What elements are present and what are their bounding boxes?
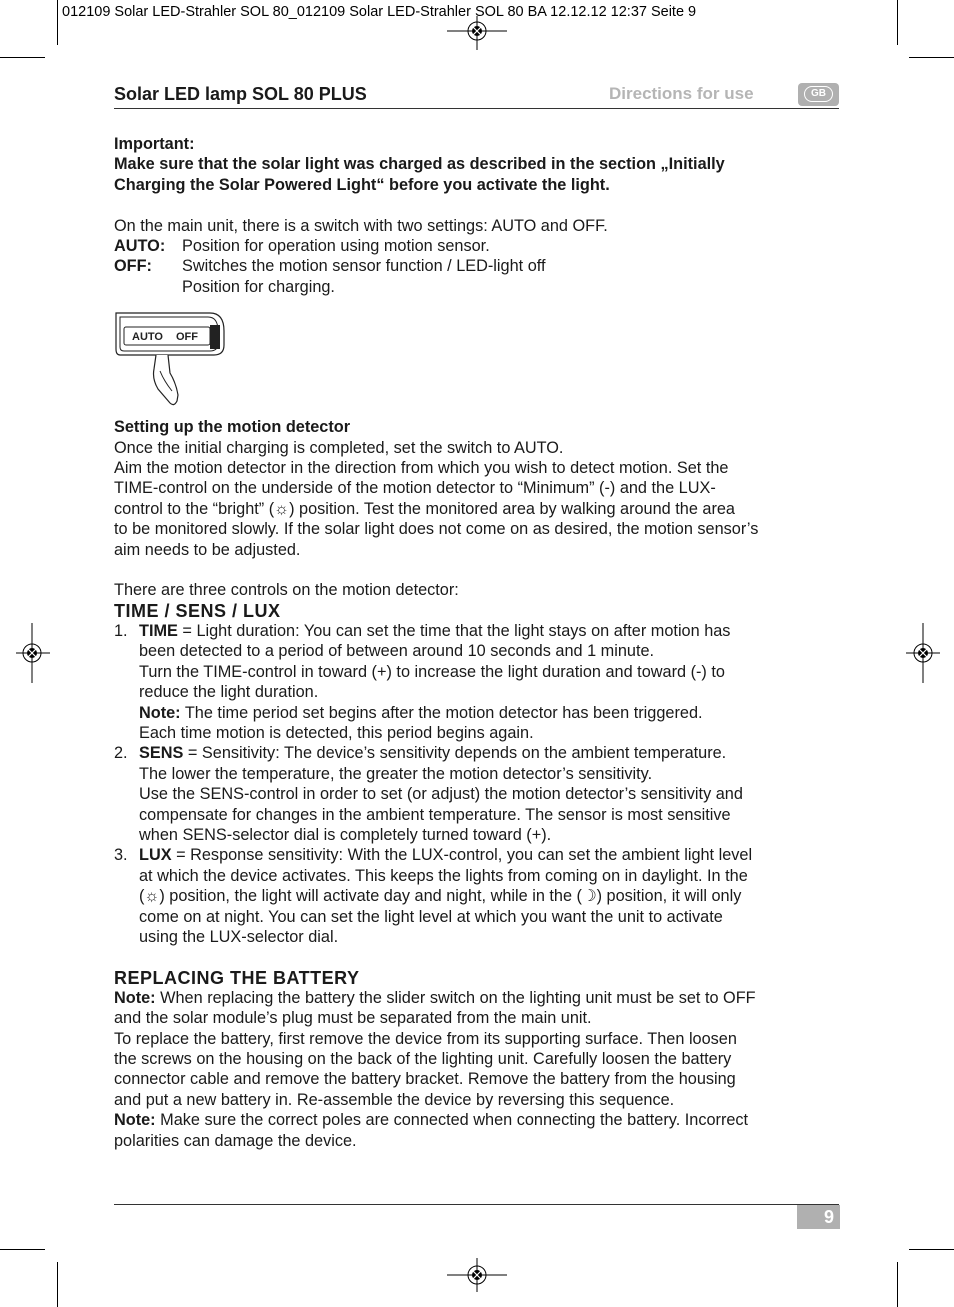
- off-description-2: Position for charging.: [182, 277, 335, 296]
- crop-mark-tr-v: [897, 0, 898, 45]
- motion-line-3: TIME-control on the underside of the motion detector to “Minimum” (-) and the LUX-: [114, 479, 716, 498]
- off-definition: [114, 256, 842, 297]
- print-slug: 012109 Solar LED-Strahler SOL 80_012109 Solar LED-Strahler SOL 80 BA 12.12.12 12:37 Seite 9: [62, 4, 697, 20]
- crop-mark-tl-h: [0, 57, 45, 58]
- note-label: Note:: [114, 1111, 156, 1130]
- footer-rule: [114, 1204, 839, 1205]
- moon-icon: ☽: [581, 887, 597, 906]
- switch-label-auto: AUTO: [132, 331, 163, 344]
- important-block: [114, 134, 842, 195]
- crop-mark-br-v: [897, 1262, 898, 1307]
- page-title: Solar LED lamp SOL 80 PLUS: [114, 84, 367, 104]
- header-rule: [114, 108, 839, 109]
- crop-mark-br-h: [909, 1249, 954, 1250]
- list-item: 3. LUX = Response sensitivity: With the LUX-control, you can set the ambient light level at which the device activates. This keeps the lights from coming on in daylight. In the (☼) position, the light will activate day and night, while in the (☽) position, it will only come on at night. You can set the light level at which you want the unit to activate using the LUX-selector dial.: [114, 846, 753, 946]
- switch-diagram-icon: [114, 311, 226, 407]
- list-item-term: SENS: [139, 744, 184, 763]
- crop-mark-bl-h: [0, 1249, 45, 1250]
- list-item-term: LUX: [139, 846, 172, 865]
- crop-mark-tr-h: [909, 57, 954, 58]
- switch-illustration: [114, 297, 842, 417]
- important-label: Important:: [114, 135, 195, 153]
- language-badge-label: GB: [804, 86, 833, 102]
- motion-line-6: aim needs to be adjusted.: [114, 540, 301, 559]
- auto-definition: [114, 236, 842, 256]
- registration-mark-top-icon: [447, 16, 507, 50]
- motion-line-2: Aim the motion detector in the direction from which you wish to detect motion. Set the: [114, 459, 729, 478]
- sun-icon: ☼: [274, 499, 290, 518]
- off-description-1: Switches the motion sensor function / LED-light off: [182, 257, 546, 276]
- list-item-term: TIME: [139, 621, 178, 640]
- list-item: 1. TIME = Light duration: You can set the time that the light stays on after motion has been detected to a period of between around 10 seconds and 1 minute. Turn the TIME-control in toward (+) to increase the light duration and toward (-) to reduce the light duration. Note: The time period set begins after the motion detector has been triggered. Each time motion is detected, this period begins again.: [114, 621, 731, 742]
- list-item: 2. SENS = Sensitivity: The device’s sensitivity depends on the ambient temperature. The lower the temperature, the greater the motion detector’s sensitivity. Use the SENS-control in order to set (or adjust) the motion detector’s sensitivity and compensate for changes in the ambient temperature. The sensor is most sensitive when SENS-selector dial is completely turned toward (+).: [114, 744, 743, 844]
- motion-line-1: Once the initial charging is completed, set the switch to AUTO.: [114, 438, 564, 457]
- note-label: Note:: [114, 988, 156, 1007]
- off-term: OFF:: [114, 257, 152, 276]
- controls-heading: TIME / SENS / LUX: [114, 600, 281, 621]
- language-badge: [798, 83, 839, 106]
- section-label: Directions for use: [609, 84, 754, 103]
- main-content: Important: Make sure that the solar light was charged as described in the section „Initially Charging the Solar Powered Light“ before you activate the light. On the main unit, there is a switch with two settings: AUTO and OFF. AUTO: Position for operation using motion sensor. OFF: Switches the motion sensor function / LED-light off Position for charging. AUTO OFF Setting up the motion detector Once the initial charging is completed, set the switch to AUTO. Aim the motion detector in the direction from which you wish to detect motion. Set the TIME-control on the underside of the motion detector to “Minimum” (-) and the LUX- control to the “bright” (☼) position. Test the monitored area by walking around the area to be monitored slowly. If the solar light does not come on as desired, the motion sensor’s aim needs to be adjusted. There are three controls on the motion detector: TIME / SENS / LUX 1. TIME = Light duration: You can set the time that the light stays on after motion has been detected to a period of between around 10 seconds and 1 minute. Turn the TIME-control in toward (+) to increase the light duration and toward (-) to reduce the light duration. Note: The time period set begins after the motion detector has been triggered. Each time motion is detected, this period begins again. 2. SENS = Sensitivity: The device’s sensitivity depends on the ambient temperature. The lower the temperature, the greater the motion detector’s sensitivity. Use the SENS-control in order to set (or adjust) the motion detector’s sensitivity and compensate for changes in the ambient temperature. The sensor is most sensitive when SENS-selector dial is completely turned toward (+). 3. LUX = Response sensitivity: With the LUX-control, you can set the ambient light level at which the device activates. This keeps the lights from coming on in daylight. In the (☼) position, the light will activate day and night, while in the (☽) position, it will only come on at night. You can set the light level at which you want the unit to activate using the LUX-selector dial. REPLACING THE BATTERY Note: When replacing the battery the slider switch on the lighting unit must be set to OFF and the solar module’s plug must be separated from the main unit. To replace the battery, first remove the device from its supporting surface. Then loosen the screws on the housing on the back of the lighting unit. Carefully loosen the battery connector cable and remove the battery bracket. Remove the battery from the housing and put a new battery in. Re-assemble the device by reversing this sequence. Note: Make sure the correct poles are connected when connecting the battery. Incorrect polarities can damage the device.: [114, 134, 842, 1151]
- list-item-number: 2.: [114, 744, 128, 763]
- crop-mark-bl-v: [57, 1262, 58, 1307]
- sun-icon: ☼: [144, 887, 160, 906]
- switch-intro: On the main unit, there is a switch with two settings: AUTO and OFF.: [114, 216, 608, 235]
- list-item-number: 1.: [114, 621, 128, 640]
- motion-line-4: control to the “bright” (☼) position. Test the monitored area by walking around the area: [114, 499, 735, 518]
- motion-heading: Setting up the motion detector: [114, 418, 351, 437]
- page-number: 9: [797, 1205, 840, 1229]
- important-line-1: Make sure that the solar light was charged as described in the section „Initially: [114, 155, 725, 174]
- registration-mark-bottom-icon: [447, 1258, 507, 1292]
- auto-term: AUTO:: [114, 237, 166, 256]
- switch-label-off: OFF: [176, 331, 198, 344]
- controls-intro: There are three controls on the motion detector:: [114, 581, 459, 600]
- note-label: Note:: [139, 703, 181, 722]
- auto-description: Position for operation using motion sensor.: [182, 237, 490, 256]
- registration-mark-left-icon: [16, 623, 50, 683]
- important-line-2: Charging the Solar Powered Light“ before you activate the light.: [114, 175, 610, 194]
- registration-mark-right-icon: [906, 623, 940, 683]
- list-item-number: 3.: [114, 846, 128, 865]
- crop-mark-tl-v: [57, 0, 58, 45]
- battery-heading: REPLACING THE BATTERY: [114, 967, 360, 988]
- motion-line-5: to be monitored slowly. If the solar light does not come on as desired, the motion sensor’s: [114, 520, 759, 539]
